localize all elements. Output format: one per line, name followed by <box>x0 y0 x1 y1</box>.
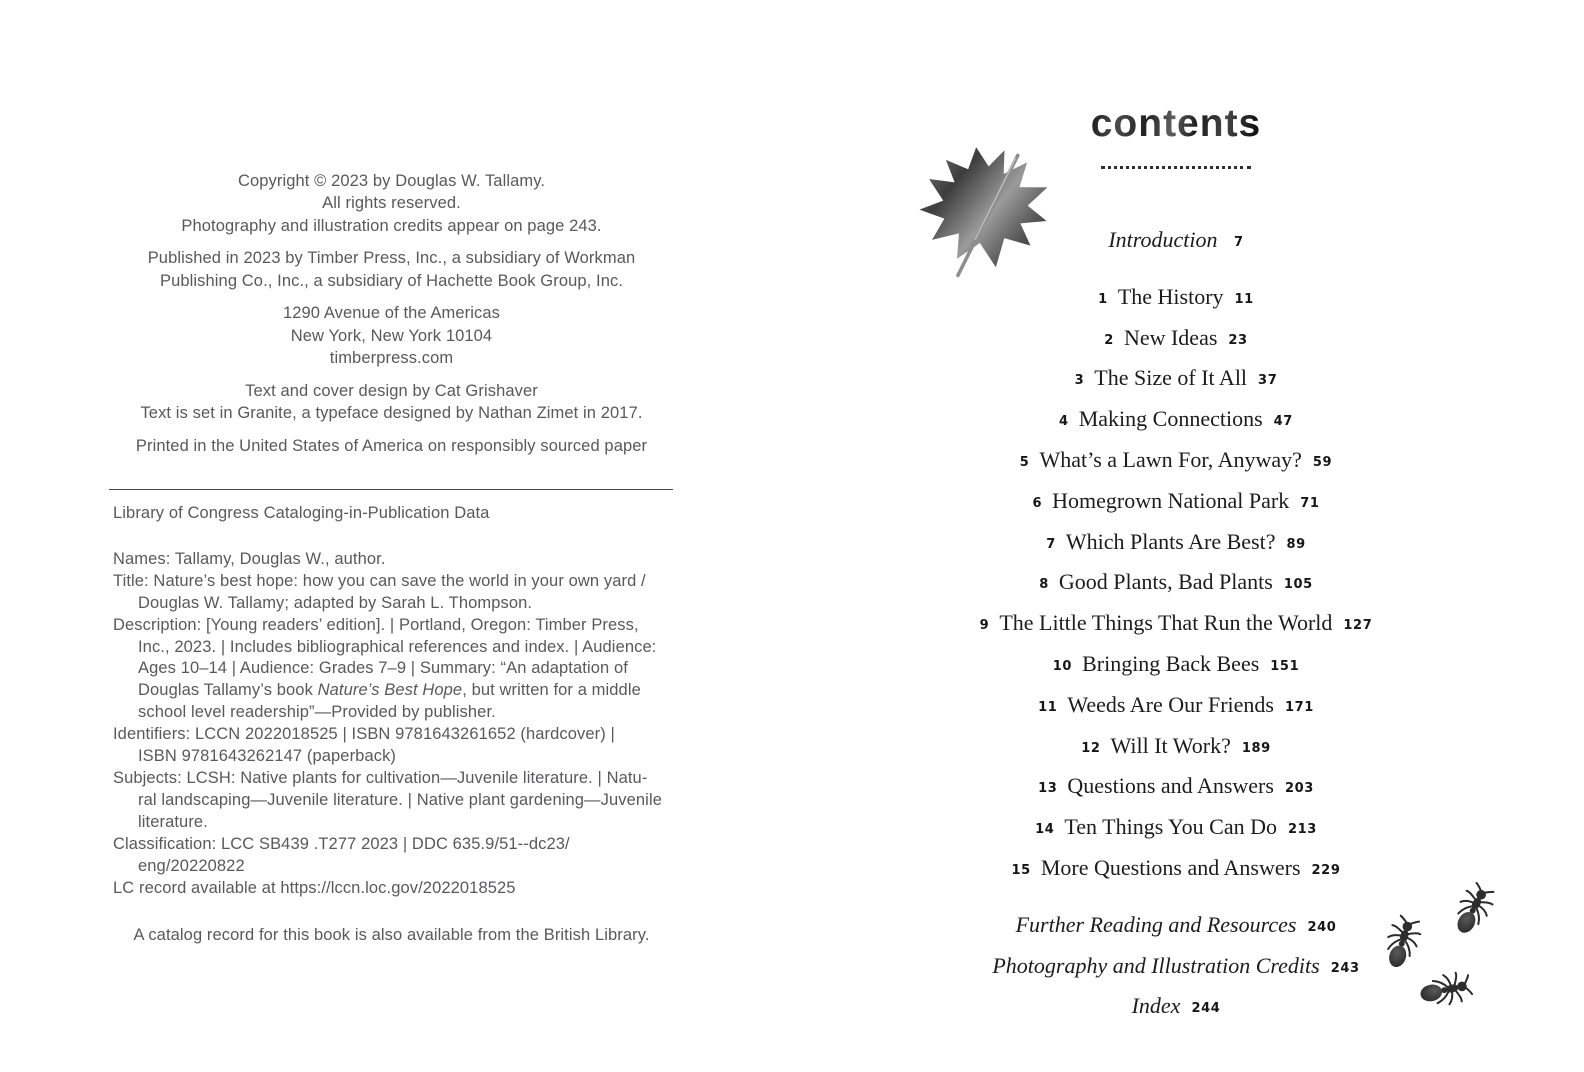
introduction-page-number: 7 <box>1234 235 1244 250</box>
chapter-title: Questions and Answers <box>1067 773 1274 799</box>
horizontal-rule <box>109 489 673 490</box>
chapter-number: 12 <box>1081 740 1101 756</box>
british-library-note: A catalog record for this book is also available from the British Library. <box>133 926 650 944</box>
ant-icon <box>1446 878 1501 942</box>
three-ants-illustration <box>1371 870 1584 1070</box>
chapter-number: 11 <box>1038 699 1058 715</box>
colophon-line: Printed in the United States of America on responsibly sourced paper <box>135 436 648 455</box>
toc-chapter-list <box>876 279 1476 891</box>
contents-page <box>876 0 1584 1072</box>
chapter-number: 13 <box>1038 781 1058 797</box>
loc-line: school level readership”—Provided by publisher. <box>138 703 496 722</box>
loc-line: Inc., 2023. | Includes bibliographical references and index. | Audience: <box>138 637 657 656</box>
loc-line: Names: Tallamy, Douglas W., author. <box>113 549 386 568</box>
toc-chapter-row <box>876 320 1476 361</box>
chapter-page-number: 37 <box>1258 373 1278 389</box>
chapter-page-number: 47 <box>1273 414 1293 430</box>
chapter-number: 10 <box>1052 658 1073 674</box>
chapter-page-number: 11 <box>1234 291 1254 307</box>
colophon-paragraph <box>113 380 670 425</box>
colophon-line: Publishing Co., Inc., a subsidiary of Hachette Book Group, Inc. <box>159 271 624 290</box>
colophon-line: 1290 Avenue of the Americas <box>282 304 501 323</box>
chapter-title: The History <box>1117 283 1224 309</box>
dashed-divider <box>1101 166 1251 169</box>
back-matter-page-number: 243 <box>1330 960 1360 976</box>
back-matter-page-number: 240 <box>1307 919 1337 935</box>
chapter-number: 9 <box>979 618 990 634</box>
chapter-number: 3 <box>1074 373 1085 389</box>
chapter-number: 8 <box>1039 577 1049 593</box>
chapter-page-number: 89 <box>1286 536 1306 552</box>
loc-line: Douglas W. Tallamy; adapted by Sarah L. Thompson. <box>138 593 533 612</box>
chapter-page-number: 127 <box>1343 618 1373 634</box>
italic-text: Nature’s Best Hope <box>317 681 463 700</box>
ant-icon <box>1378 911 1426 974</box>
loc-line: literature. <box>138 812 208 831</box>
chapter-page-number: 71 <box>1300 495 1320 511</box>
chapter-page-number: 59 <box>1312 454 1333 470</box>
loc-line: Title: Nature’s best hope: how you can save the world in your own yard / <box>113 571 646 590</box>
loc-line: Description: [Young readers’ edition]. | Portland, Oregon: Timber Press, <box>113 615 639 634</box>
toc-chapter-row <box>876 401 1476 442</box>
back-matter-title: Photography and Illustration Credits <box>992 952 1320 978</box>
loc-entries <box>113 549 670 900</box>
chapter-page-number: 171 <box>1284 699 1314 715</box>
chapter-page-number: 203 <box>1284 781 1314 797</box>
colophon-line: Copyright © 2023 by Douglas W. Tallamy. <box>237 172 546 190</box>
colophon-line: timberpress.com <box>329 349 454 368</box>
toc-chapter-row <box>876 768 1476 809</box>
ant-icon <box>1414 969 1475 1012</box>
chapter-number: 7 <box>1046 536 1056 552</box>
toc-chapter-row <box>876 524 1476 565</box>
chapter-page-number: 229 <box>1311 862 1341 878</box>
loc-line: Ages 10–14 | Audience: Grades 7–9 | Summary: “An adaptation of <box>138 659 628 678</box>
toc-spacer <box>876 263 1476 279</box>
chapter-number: 6 <box>1032 495 1043 511</box>
chapter-title: Good Plants, Bad Plants <box>1058 569 1273 595</box>
loc-line: Classification: LCC SB439 .T277 2023 | DDC 635.9/51--dc23/ <box>113 834 570 853</box>
chapter-title: Bringing Back Bees <box>1082 650 1260 676</box>
chapter-number: 4 <box>1059 414 1069 430</box>
colophon-line: Photography and illustration credits appear on page 243. <box>181 216 602 235</box>
chapter-title: Ten Things You Can Do <box>1064 814 1277 840</box>
loc-line: Identifiers: LCCN 2022018525 | ISBN 9781643261652 (hardcover) | <box>113 725 615 744</box>
toc-chapter-row <box>876 564 1476 605</box>
loc-heading: Library of Congress Cataloging-in-Publication Data <box>113 504 490 522</box>
chapter-title: Making Connections <box>1078 406 1263 432</box>
chapter-number: 15 <box>1011 862 1031 878</box>
back-matter-title: Further Reading and Resources <box>1015 911 1297 937</box>
library-of-congress-block <box>113 503 670 899</box>
back-matter-page-number: 244 <box>1191 1001 1221 1017</box>
colophon-line: Text and cover design by Cat Grishaver <box>245 381 538 400</box>
contents-title: contents <box>1090 102 1262 145</box>
chapter-page-number: 213 <box>1287 822 1317 838</box>
colophon-paragraph <box>113 170 670 237</box>
chapter-number: 5 <box>1019 454 1030 470</box>
colophon-paragraph <box>113 435 670 457</box>
introduction-label: Introduction <box>1108 227 1218 252</box>
chapter-title: Will It Work? <box>1110 732 1231 758</box>
colophon-line: All rights reserved. <box>322 194 461 213</box>
colophon-line: New York, New York 10104 <box>290 326 493 345</box>
loc-line: ral landscaping—Juvenile literature. | Native plant gardening—Juvenile <box>138 790 662 809</box>
toc-chapter-row <box>876 605 1476 646</box>
chapter-title: New Ideas <box>1123 324 1218 350</box>
chapter-title: What’s a Lawn For, Anyway? <box>1039 446 1302 472</box>
chapter-title: More Questions and Answers <box>1040 854 1301 880</box>
toc-chapter-row <box>876 687 1476 728</box>
toc-chapter-row <box>876 442 1476 483</box>
colophon-paragraph <box>113 247 670 292</box>
chapter-number: 1 <box>1098 291 1108 307</box>
loc-line: eng/20220822 <box>138 856 245 875</box>
copyright-page <box>113 0 670 1072</box>
toc-chapter-row <box>876 809 1476 850</box>
toc-chapter-row <box>876 728 1476 769</box>
colophon-paragraph <box>113 302 670 369</box>
loc-line: LC record available at https://lccn.loc.gov/2022018525 <box>113 878 516 897</box>
chapter-page-number: 23 <box>1228 332 1248 348</box>
toc-introduction-row <box>876 222 1476 263</box>
loc-line: Subjects: LCSH: Native plants for cultivation—Juvenile literature. | Natu- <box>113 768 648 787</box>
chapter-number: 2 <box>1104 332 1114 348</box>
back-matter-title: Index <box>1131 993 1181 1019</box>
colophon <box>113 170 670 468</box>
toc-chapter-row <box>876 483 1476 524</box>
chapter-page-number: 189 <box>1241 740 1271 756</box>
colophon-line: Text is set in Granite, a typeface designed by Nathan Zimet in 2017. <box>140 404 643 423</box>
loc-line: Douglas Tallamy’s book Nature’s Best Hope, but written for a middle <box>138 681 641 700</box>
chapter-title: The Little Things That Run the World <box>999 610 1333 636</box>
chapter-title: Which Plants Are Best? <box>1065 528 1276 554</box>
colophon-line: Published in 2023 by Timber Press, Inc., a subsidiary of Workman <box>147 249 636 268</box>
toc-chapter-row <box>876 646 1476 687</box>
chapter-page-number: 151 <box>1270 658 1300 674</box>
chapter-number: 14 <box>1035 822 1055 838</box>
chapter-title: The Size of It All <box>1094 365 1248 391</box>
chapter-page-number: 105 <box>1283 577 1313 593</box>
chapter-title: Weeds Are Our Friends <box>1067 691 1274 717</box>
toc-chapter-row <box>876 360 1476 401</box>
chapter-title: Homegrown National Park <box>1052 487 1290 513</box>
loc-line: ISBN 9781643262147 (paperback) <box>138 747 397 766</box>
toc-chapter-row <box>876 279 1476 320</box>
